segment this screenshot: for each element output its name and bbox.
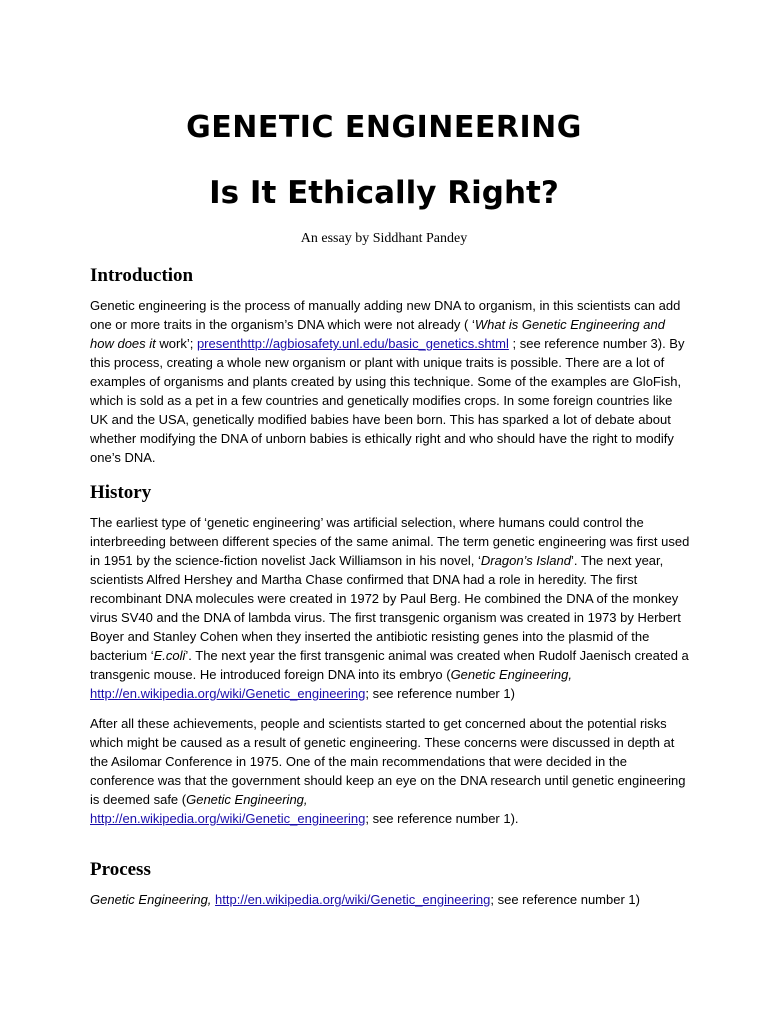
text-span: work’; — [155, 336, 197, 351]
reference-link[interactable]: http://en.wikipedia.org/wiki/Genetic_engineering — [215, 892, 491, 907]
italic-reference-title: What is Genetic Engineering and how does it — [90, 317, 665, 351]
document-subtitle: Is It Ethically Right? — [209, 175, 559, 211]
italic-reference-title: Genetic Engineering, — [186, 792, 308, 807]
text-span: ’. The next year, scientists Alfred Hershey and Martha Chase confirmed that DNA had a role in heredity. The first recombinant DNA molecules were created in 1972 by Paul Berg. He combined the DNA of the monkey virus SV40 and the DNA of lambda virus. The first transgenic organism was created in 1973 by Herbert Boyer and Stanley Cohen when they inserted the antibiotic resisting genes into the plasmid of the bacterium ‘ — [90, 553, 681, 663]
reference-link[interactable]: http://en.wikipedia.org/wiki/Genetic_engineering — [90, 811, 366, 826]
process-section — [90, 858, 690, 909]
process-heading: Process — [90, 859, 151, 880]
text-span: ; see reference number 1). — [365, 811, 519, 826]
reference-link[interactable]: presenthttp://agbiosafety.unl.edu/basic_genetics.shtml — [196, 336, 509, 351]
italic-bacterium-name: E.coli — [153, 648, 186, 663]
history-section — [90, 481, 690, 828]
reference-link[interactable]: http://en.wikipedia.org/wiki/Genetic_engineering — [90, 686, 366, 701]
text-span: After all these achievements, people and scientists started to get concerned about the potential risks which might be caused as a result of genetic engineering. These concerns were discussed in depth at the Asilomar Conference in 1975. One of the main recommendations that were decided in the conference was that the government should keep an eye on the DNA research until genetic engineering is deemed safe ( — [90, 716, 686, 807]
introduction-paragraph — [90, 296, 690, 467]
italic-reference-title: Genetic Engineering, — [90, 892, 212, 907]
history-paragraph-1 — [90, 513, 690, 703]
text-span: ; see reference number 1) — [490, 892, 640, 907]
introduction-heading: Introduction — [90, 265, 194, 286]
text-span: The earliest type of ‘genetic engineering’ was artificial selection, where humans could control the interbreeding between different species of the same animal. The term genetic engineering was first used in 1951 by the science-fiction novelist Jack Williamson in his novel, ‘ — [90, 515, 690, 568]
history-heading: History — [90, 482, 152, 503]
history-paragraph-2 — [90, 714, 690, 828]
italic-novel-title: Dragon’s Island — [480, 553, 571, 568]
process-paragraph — [90, 890, 690, 909]
italic-reference-title: Genetic Engineering, — [450, 667, 572, 682]
introduction-section — [90, 264, 690, 467]
text-span: ’. The next year the first transgenic animal was created when Rudolf Jaenisch created a transgenic mouse. He introduced foreign DNA into its embryo ( — [90, 648, 689, 682]
text-span: ; see reference number 3). By this process, creating a whole new organism or plant with unique traits is possible. There are a lot of examples of organisms and plants created by using this technique. Some of the examples are GloFish, which is sold as a pet in a few countries and genetically modifies crops. In some foreign countries like UK and the USA, genetically modified babies have been born. This has sparked a lot of debate about whether modifying the DNA of unborn babies is ethically right and who should have the right to modify one’s DNA. — [90, 336, 685, 465]
text-span: ; see reference number 1) — [365, 686, 515, 701]
byline: An essay by Siddhant Pandey — [300, 231, 468, 246]
document-title: GENETIC ENGINEERING — [186, 110, 582, 145]
text-span: Genetic engineering is the process of manually adding new DNA to organism, in this scientists can add one or more traits in the organism’s DNA which were not already ( ‘ — [90, 298, 681, 332]
